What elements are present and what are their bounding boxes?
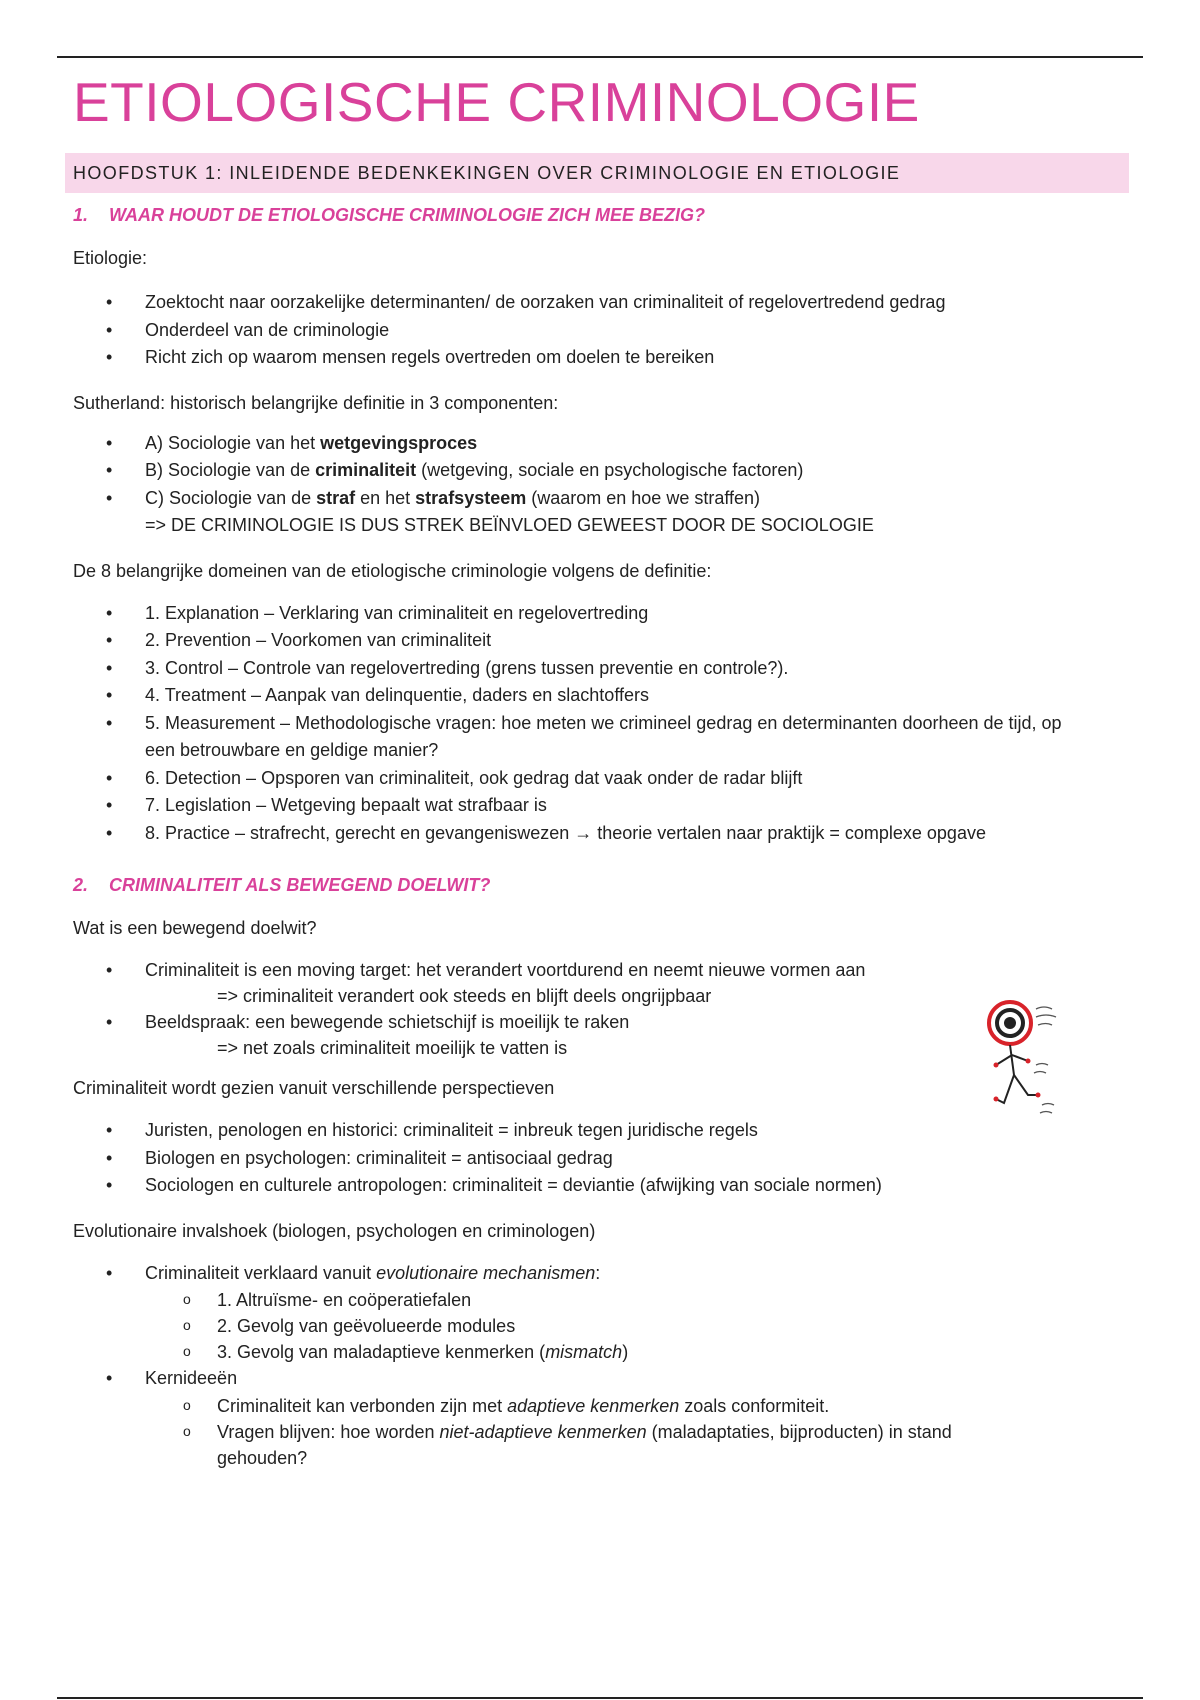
text-span: B) Sociologie van de [145,460,316,480]
text-span: C) Sociologie van de [145,487,317,508]
moving-target-list [73,957,1133,1061]
text-span: (waarom en hoe we straffen) [526,487,761,508]
text-span: ) [622,1342,629,1362]
text-span: zoals conformiteit. [679,1395,830,1416]
list-item: • 5. Measurement – Methodologische vragen: hoe meten we crimineel gedrag en determinanten doorheen de tijd, op een betrouwbare en geldige manier? [73,710,1133,765]
list-item: • Juristen, penologen en historici: criminaliteit = inbreuk tegen juridische regels [73,1117,1133,1145]
sub-note: => net zoals criminaliteit moeilijk te vatten is [217,1038,568,1058]
sub-list [145,1393,1133,1471]
bold-term: criminaliteit [315,460,417,480]
list-item: • Onderdeel van de criminologie [73,317,1133,345]
list-item: • Sociologen en culturele antropologen: criminaliteit = deviantie (afwijking van sociale normen) [73,1172,1133,1200]
text-span: Criminaliteit kan verbonden zijn met [217,1395,508,1416]
etiologie-label: Etiologie: [73,248,148,268]
sub-list [145,1287,1133,1365]
document-title: ETIOLOGISCHE CRIMINOLOGIE [73,71,920,133]
list-item: • 1. Explanation – Verklaring van criminaliteit en regelovertreding [73,600,1133,628]
evolutionary-label: Evolutionaire invalshoek (biologen, psychologen en criminologen) [73,1220,596,1241]
perspectives-list [73,1117,1133,1200]
text-span: Criminaliteit verklaard vanuit [145,1262,377,1283]
hand-left [994,1063,999,1068]
stick-figure-body [996,1045,1038,1103]
hand-right [1026,1059,1031,1064]
section-1-number: 1. [73,205,89,225]
text-span: Criminaliteit is een moving target: het verandert voortdurend en neemt nieuwe vormen aan [145,960,866,980]
list-item: • 8. Practice – strafrecht, gerecht en gevangeniswezen → theorie vertalen naar praktijk = complexe opgave [73,820,1133,848]
list-item [73,457,1133,485]
target-center [1004,1017,1016,1029]
domains-list [73,600,1133,848]
text-span: A) Sociologie van het [145,432,321,453]
sub-list-item [145,1339,1133,1365]
list-item [73,1260,1133,1366]
foot-left [994,1097,999,1102]
sub-list-item [145,1419,1133,1471]
text-span: (wetgeving, sociale en psychologische factoren) [416,460,804,480]
list-item [73,485,1133,540]
sutherland-list [73,430,1133,540]
sutherland-label: Sutherland: historisch belangrijke definitie in 3 componenten: [73,392,559,413]
domains-label: De 8 belangrijke domeinen van de etiologische criminologie volgens de definitie: [73,560,712,581]
emphasis: evolutionaire mechanismen [376,1262,596,1283]
bold-term: wetgevingsproces [320,432,478,453]
list-item [73,430,1133,458]
text-span: : [595,1262,601,1283]
document-content [73,68,1133,1471]
bold-term: straf [316,487,356,508]
list-item: • 7. Legislation – Wetgeving bepaalt wat strafbaar is [73,792,1133,820]
moving-target-question: Wat is een bewegend doelwit? [73,918,317,938]
emphasis: adaptieve kenmerken [507,1395,680,1416]
text-span: en het [355,487,416,508]
list-item: • 4. Treatment – Aanpak van delinquentie, daders en slachtoffers [73,682,1133,710]
text-span: Kernideeën [145,1368,238,1388]
text-span: 3. Gevolg van maladaptieve kenmerken ( [217,1342,546,1362]
perspectives-label: Criminaliteit wordt gezien vanuit verschillende perspectieven [73,1078,555,1098]
list-item: • Zoektocht naar oorzakelijke determinanten/ de oorzaken van criminaliteit of regelovertredend gedrag [73,289,1133,317]
sub-list-item [145,1393,1133,1419]
text-span: (maladaptaties, bijproducten) in stand gehouden? [217,1421,952,1468]
foot-right [1036,1093,1041,1098]
running-target-icon [980,995,1070,1125]
list-item [73,1009,1133,1061]
chapter-heading: HOOFDSTUK 1: INLEIDENDE BEDENKEKINGEN OVER CRIMINOLOGIE EN ETIOLOGIE [65,153,1129,193]
list-item: • 2. Prevention – Voorkomen van criminaliteit [73,627,1133,655]
etiologie-list [73,289,1133,372]
section-2-heading [73,873,1133,897]
list-item [73,1365,1133,1471]
list-item: • 3. Control – Controle van regelovertreding (grens tussen preventie en controle?). [73,655,1133,683]
list-item: • Biologen en psychologen: criminaliteit = antisociaal gedrag [73,1145,1133,1173]
sub-note: => criminaliteit verandert ook steeds en blijft deels ongrijpbaar [217,986,712,1006]
sutherland-conclusion: => DE CRIMINOLOGIE IS DUS STREK BEÏNVLOED GEWEEST DOOR DE SOCIOLOGIE [145,515,874,535]
sub-list-item: o 2. Gevolg van geëvolueerde modules [145,1313,1133,1339]
section-1-title: WAAR HOUDT DE ETIOLOGISCHE CRIMINOLOGIE ZICH MEE BEZIG? [109,205,706,225]
list-item: • 6. Detection – Opsporen van criminaliteit, ook gedrag dat vaak onder de radar blijft [73,765,1133,793]
bold-term: strafsysteem [415,487,527,508]
list-item: • Richt zich op waarom mensen regels overtreden om doelen te bereiken [73,344,1133,372]
list-item [73,957,1133,1009]
evolutionary-list [73,1260,1133,1471]
emphasis: mismatch [545,1342,623,1362]
section-2-title: CRIMINALITEIT ALS BEWEGEND DOELWIT? [109,875,491,895]
emphasis: niet-adaptieve kenmerken [439,1421,647,1442]
bottom-rule [57,1697,1143,1699]
text-span: Vragen blijven: hoe worden [217,1421,440,1442]
sub-list-item: o 1. Altruïsme- en coöperatiefalen [145,1287,1133,1313]
top-rule [57,56,1143,58]
section-1-heading [73,203,1133,227]
text-span: Beeldspraak: een bewegende schietschijf is moeilijk te raken [145,1012,630,1032]
section-2-number: 2. [73,875,89,895]
